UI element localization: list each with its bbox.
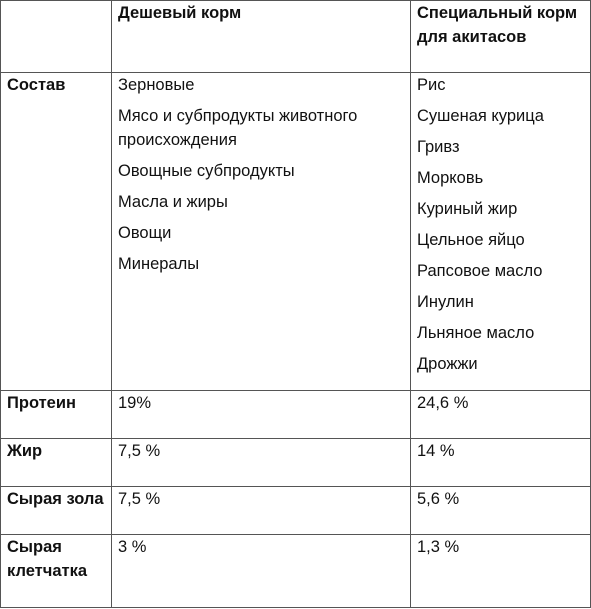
- list-item: Масла и жиры: [118, 193, 228, 211]
- ash-cheap-value: 7,5 %: [112, 487, 411, 535]
- header-row: [1, 1, 591, 73]
- composition-row: [1, 73, 591, 391]
- fat-label: Жир: [1, 439, 112, 487]
- composition-cheap-list: [118, 73, 410, 276]
- list-item: Сушеная курица: [417, 107, 544, 125]
- header-special-line2: для акитасов: [417, 28, 527, 46]
- fat-special-value: 14 %: [411, 439, 591, 487]
- list-item: Цельное яйцо: [417, 231, 525, 249]
- fiber-label-line2: клетчатка: [7, 562, 88, 580]
- list-item: Льняное масло: [417, 324, 535, 342]
- composition-special-list: [417, 73, 590, 376]
- protein-row: [1, 391, 591, 439]
- protein-label: Протеин: [1, 391, 112, 439]
- ash-special-value: 5,6 %: [411, 487, 591, 535]
- header-empty-cell: [1, 1, 112, 73]
- list-item: [118, 104, 410, 152]
- list-item-line1: Мясо и субпродукты животного: [118, 107, 358, 125]
- list-item: Зерновые: [118, 76, 195, 94]
- header-cheap-food: Дешевый корм: [112, 1, 411, 73]
- fat-row: [1, 439, 591, 487]
- ash-label: Сырая зола: [1, 487, 112, 535]
- list-item: Овощные субпродукты: [118, 162, 295, 180]
- composition-special-cell: [411, 73, 591, 391]
- list-item: Рапсовое масло: [417, 262, 543, 280]
- composition-label: Состав: [1, 73, 112, 391]
- protein-cheap-value: 19%: [112, 391, 411, 439]
- list-item: Инулин: [417, 293, 474, 311]
- ash-row: [1, 487, 591, 535]
- fat-cheap-value: 7,5 %: [112, 439, 411, 487]
- list-item: Дрожжи: [417, 355, 478, 373]
- list-item: Рис: [417, 76, 446, 94]
- protein-special-value: 24,6 %: [411, 391, 591, 439]
- list-item-line2: происхождения: [118, 131, 237, 149]
- header-special-line1: Специальный корм: [417, 4, 578, 22]
- header-special-food: [411, 1, 591, 73]
- list-item: Овощи: [118, 224, 172, 242]
- fiber-special-value: 1,3 %: [411, 535, 591, 608]
- list-item: Минералы: [118, 255, 200, 273]
- fiber-row: [1, 535, 591, 608]
- list-item: Морковь: [417, 169, 484, 187]
- fiber-label-line1: Сырая: [7, 538, 62, 556]
- list-item: Гривз: [417, 138, 460, 156]
- fiber-label: [1, 535, 112, 608]
- list-item: Куриный жир: [417, 200, 518, 218]
- fiber-cheap-value: 3 %: [112, 535, 411, 608]
- composition-cheap-cell: [112, 73, 411, 391]
